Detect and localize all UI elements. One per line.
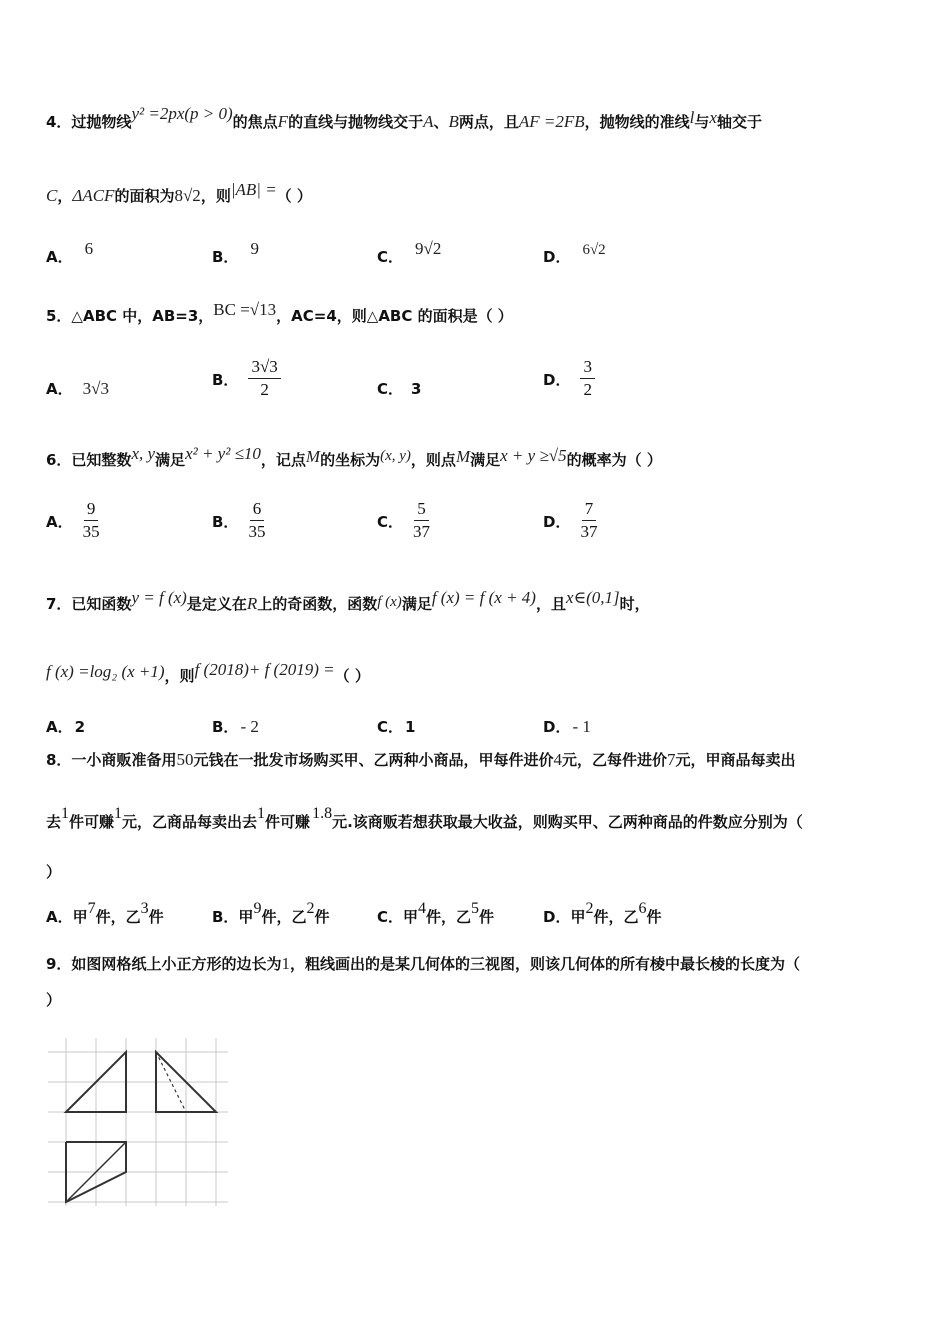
q4-var: F bbox=[277, 112, 289, 131]
q4-text: ，则 bbox=[200, 187, 231, 205]
q7-line1: 7．已知函数y = f (x)是定义在R上的奇函数，函数f (x)满足f (x) = f (x + 4)，且x∈(0,1]时， bbox=[46, 588, 650, 613]
q5-option-d: D． $\frac{3}{2}$ bbox=[543, 356, 595, 401]
q4-triangle: ΔACF bbox=[72, 186, 115, 205]
grid-lines bbox=[48, 1038, 228, 1206]
q5-bc-eq: BC =√13 bbox=[213, 300, 277, 319]
q5-option-a: A． 3√3 bbox=[46, 379, 109, 398]
q7-option-b: B． - 2 bbox=[212, 717, 259, 736]
three-view-figure bbox=[46, 1030, 232, 1210]
q4-ab-expr: |AB| = bbox=[230, 180, 277, 199]
q8-option-c: C．甲4件，乙5件 bbox=[377, 900, 495, 926]
q5-text: ，AC=4，则△ABC 的面积是（ ） bbox=[276, 307, 513, 325]
q5-option-b: B． $\frac{3√3}{2}$ bbox=[212, 356, 281, 401]
q4-parabola-eq: y² =2px(p > 0) bbox=[131, 104, 233, 123]
q4-option-a: A． 6 bbox=[46, 239, 94, 266]
q4-line1 bbox=[46, 104, 762, 132]
q4-var: x bbox=[709, 108, 717, 127]
q9-line2: ） bbox=[46, 991, 62, 1009]
q4-text: 、 bbox=[433, 113, 449, 131]
q4-var: C bbox=[46, 186, 58, 205]
q4-text: 的焦点 bbox=[232, 113, 278, 131]
q4-area-value: 8√2 bbox=[174, 186, 201, 205]
q6-line: 6．已知整数x, y满足x² + y² ≤10，记点M的坐标为(x, y)，则点M满足x + y ≥√5的概率为（ ） bbox=[46, 444, 662, 469]
q4-option-b: B． 9 bbox=[212, 239, 259, 266]
q7-option-a: A． 2 bbox=[46, 718, 86, 736]
q6-option-d: D． $\frac{7}{37}$ bbox=[543, 499, 598, 541]
q4-var: l bbox=[689, 108, 695, 127]
q8-option-b: B．甲9件，乙2件 bbox=[212, 900, 330, 926]
q9-line1: 9．如图网格纸上小正方形的边长为1，粗线画出的是某几何体的三视图，则该几何体的所有棱中最长棱的长度为（ bbox=[46, 954, 800, 973]
q8-line3: ） bbox=[46, 863, 62, 881]
q8-option-a: A．甲7件，乙3件 bbox=[46, 900, 164, 926]
q4-text: 与 bbox=[694, 113, 710, 131]
q5-line bbox=[46, 300, 513, 326]
q4-text: 4．过抛物线 bbox=[46, 113, 132, 131]
q8-line1: 8．一小商贩准备用50元钱在一批发市场购买甲、乙两种小商品，甲每件进价4元，乙每件进价7元，甲商品每卖出 bbox=[46, 750, 796, 769]
q6-option-b: B． $\frac{6}{35}$ bbox=[212, 499, 266, 541]
q4-option-c: C． 9√2 bbox=[377, 239, 442, 266]
q4-af-eq: AF =2FB bbox=[518, 112, 585, 131]
q7-option-d: D． - 1 bbox=[543, 717, 591, 736]
q6-option-a: A． $\frac{9}{35}$ bbox=[46, 499, 100, 541]
q4-text: 的直线与抛物线交于 bbox=[288, 113, 424, 131]
q6-option-c: C． $\frac{5}{37}$ bbox=[377, 499, 431, 541]
q4-var: B bbox=[448, 112, 459, 131]
q4-line2 bbox=[46, 180, 312, 206]
q4-answer-paren: （ ） bbox=[276, 187, 312, 205]
q4-text: ，抛物线的准线 bbox=[584, 113, 690, 131]
q7-line2: f (x) =log₂ (x +1)，则f (2018)+ f (2019) =（ ） bbox=[46, 660, 370, 685]
q4-text: 的面积为 bbox=[114, 187, 175, 205]
q8-option-d: D．甲2件，乙6件 bbox=[543, 900, 662, 926]
q4-text: 两点，且 bbox=[458, 113, 519, 131]
q7-option-c: C． 1 bbox=[377, 718, 416, 736]
q4-option-d: D． 6√2 bbox=[543, 242, 606, 266]
q4-var: A bbox=[423, 112, 434, 131]
q5-text: 5．△ABC 中，AB=3， bbox=[46, 307, 214, 325]
q8-line2: 去1件可赚1元，乙商品每卖出去1件可赚 1.8元.该商贩若想获取最大收益，则购买甲、乙两种商品的件数应分别为（ bbox=[46, 805, 803, 831]
q5-option-c: C． 3 bbox=[377, 380, 422, 398]
q4-text: ， bbox=[57, 187, 73, 205]
q4-text: 轴交于 bbox=[716, 113, 762, 131]
